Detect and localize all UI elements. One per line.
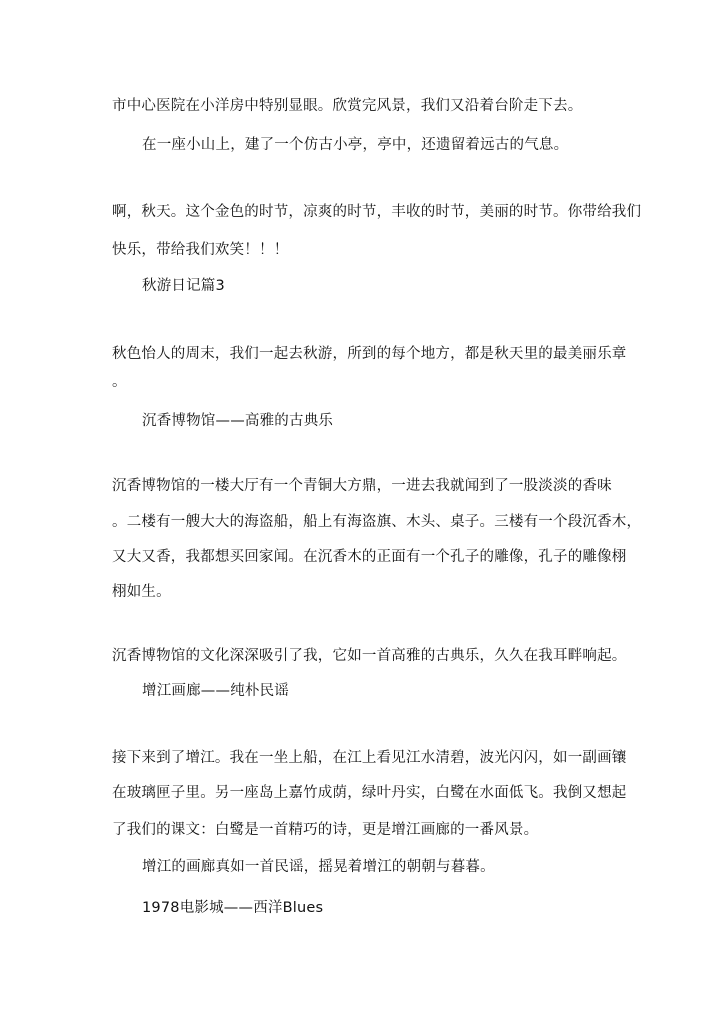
section-heading: 秋游日记篇3 (142, 278, 225, 294)
paragraph-line: 。 (112, 374, 127, 390)
paragraph-line: 市中心医院在小洋房中特别显眼。欣赏完风景，我们又沿着台阶走下去。 (112, 98, 583, 114)
paragraph-line: 啊，秋天。这个金色的时节，凉爽的时节，丰收的时节，美丽的时节。你带给我们 (112, 204, 642, 220)
paragraph-line: 沉香博物馆的文化深深吸引了我，它如一首高雅的古典乐，久久在我耳畔响起。 (112, 648, 627, 664)
section-heading: 1978电影城——西洋Blues (142, 900, 324, 916)
paragraph-line: 秋色怡人的周末，我们一起去秋游，所到的每个地方，都是秋天里的最美丽乐章 (112, 346, 627, 362)
paragraph-line: 接下来到了增江。我在一坐上船，在江上看见江水清碧，波光闪闪，如一副画镶 (112, 750, 627, 766)
paragraph-line: 。二楼有一艘大大的海盗船，船上有海盗旗、木头、桌子。三楼有一个段沉香木， (112, 514, 642, 530)
paragraph-line: 沉香博物馆的一楼大厅有一个青铜大方鼎，一进去我就闻到了一股淡淡的香味 (112, 478, 612, 494)
paragraph-line: 增江的画廊真如一首民谣，摇晃着增江的朝朝与暮暮。 (142, 859, 495, 875)
paragraph-line: 栩如生。 (112, 584, 171, 600)
paragraph-line: 了我们的课文：白鹭是一首精巧的诗，更是增江画廊的一番风景。 (112, 822, 539, 838)
paragraph-line: 在玻璃匣子里。另一座岛上嘉竹成荫，绿叶丹实，白鹭在水面低飞。我倒又想起 (112, 785, 627, 801)
paragraph-line: 在一座小山上，建了一个仿古小亭，亭中，还遗留着远古的气息。 (142, 137, 569, 153)
section-heading: 沉香博物馆——高雅的古典乐 (142, 413, 334, 429)
paragraph-line: 快乐，带给我们欢笑！！！ (112, 242, 289, 258)
section-heading: 增江画廊——纯朴民谣 (142, 683, 289, 699)
paragraph-line: 又大又香，我都想买回家闻。在沉香木的正面有一个孔子的雕像，孔子的雕像栩 (112, 549, 627, 565)
